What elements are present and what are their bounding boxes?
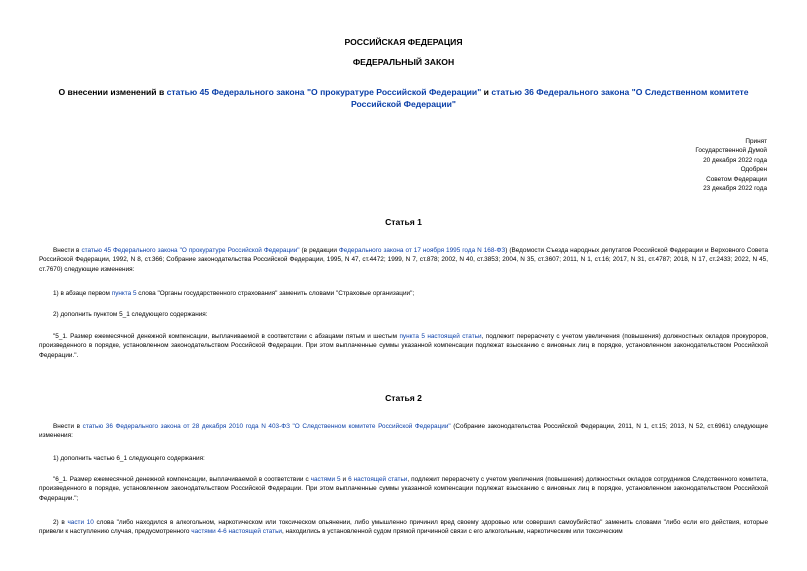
title-text-1: О внесении изменений в (58, 87, 167, 97)
a1-intro-text-3: ) (Ведомости Съезда народных депутатов Российской Федерации и Верховного Совета Российской Федерации, 1992, N 8, ст.366; Собрание законодательства Российской Федерации, 1995, N 47, ст.4472; 1999, N 7, ст.878; 2002, N 40, ст.3853; 2004, N 35, ст.3607; 2011, N 1, ст.16; 2017, N 31, ст.4787; 2018, N 17, ст.2433; 2022, N 45, ст.7670) следующие изменения: (39, 247, 768, 273)
article-1-heading: Статья 1 (385, 217, 422, 227)
a2-quote-text-2: и (340, 476, 349, 483)
title-link-article-45[interactable]: статью 45 Федерального закона "О прокуратуре Российской Федерации" (166, 87, 482, 97)
a2-item2-text-1: 2) в (53, 519, 68, 526)
a1-intro-text-1: Внести в (53, 247, 82, 254)
article-1-item-1 (39, 289, 768, 298)
a2-item2-link-1[interactable]: части 10 (67, 519, 94, 526)
adoption-council: Советом Федерации (706, 175, 767, 183)
country-heading: РОССИЙСКАЯ ФЕДЕРАЦИЯ (344, 37, 463, 47)
law-type-heading: ФЕДЕРАЛЬНЫЙ ЗАКОН (352, 57, 455, 67)
a1-quote-link[interactable]: пункта 5 настоящей статьи (399, 333, 482, 340)
a1-intro-link-2[interactable]: Федерального закона от 17 ноября 1995 года N 168-ФЗ (338, 247, 506, 254)
title-link-article-36[interactable]: статью 36 Федерального закона "О Следственном комитете Российской Федерации" (351, 87, 749, 109)
a1-item1-link[interactable]: пункта 5 (111, 290, 137, 297)
adoption-duma: Государственной Думой (695, 147, 767, 155)
title-text-2: и (481, 87, 492, 97)
a1-intro-link-1[interactable]: статью 45 Федерального закона "О прокуратуре Российской Федерации" (81, 247, 300, 254)
article-2-item-1: 1) дополнить частью 6_1 следующего содержания: (53, 455, 205, 462)
article-2-quote (39, 475, 768, 503)
article-2-intro (39, 422, 768, 441)
article-1-item-2: 2) дополнить пунктом 5_1 следующего содержания: (53, 311, 208, 318)
law-title (40, 86, 767, 110)
a2-item2-text-2: слова "либо находился в алкогольном, наркотическом или токсическом опьянении, либо умышленно причинил вред своему здоровью или совершил самоубийство" заменить словами "либо если его действия, которые привели к наступлению случая, предусмотренного (39, 519, 768, 536)
adoption-block (567, 137, 767, 193)
adoption-duma-date: 20 декабря 2022 года (703, 156, 767, 164)
a2-intro-text-2: (Собрание законодательства Российской Федерации, 2011, N 1, ст.15; 2013, N 52, ст.6961) следующие изменения: (39, 423, 768, 440)
a1-quote-text-1: "5_1. Размер ежемесячной денежной компенсации, выплачиваемой в соответствии с абзацами пятым и шестым (53, 333, 400, 340)
adoption-approved: Одобрен (740, 166, 767, 174)
article-2-heading: Статья 2 (385, 393, 422, 403)
a2-quote-link-2[interactable]: 6 настоящей статьи (348, 476, 408, 483)
article-1-quote (39, 332, 768, 360)
a1-quote-text-2: , подлежит перерасчету с учетом увеличения (повышения) должностных окладов прокуроров, произведенного в порядке, установленном законодательством Российской Федерации. При этом выплаченные суммы указанной компенсации подлежат взысканию с виновных лиц в порядке, установленном законодательством Российской Федерации.". (39, 333, 769, 359)
a1-intro-text-2: (в редакции (299, 247, 339, 254)
a1-item1-text-1: 1) в абзаце первом (53, 290, 112, 297)
a2-quote-link-1[interactable]: частями 5 (310, 476, 341, 483)
adoption-accepted: Принят (745, 138, 767, 145)
adoption-council-date: 23 декабря 2022 года (703, 185, 767, 193)
a2-intro-text-1: Внести в (53, 423, 83, 430)
a2-item2-text-3: , находились в установленной судом прямой причинной связи с его алкогольным, наркотическим или токсическим (282, 528, 623, 536)
a1-item1-text-2: слова "Органы государственного страхования" заменить словами "Страховые организации"; (136, 290, 415, 297)
a2-quote-text-3: , подлежит перерасчету с учетом увеличения (повышения) должностных окладов сотрудников Следственного комитета, произведенного в порядке, установленном законодательством Российской Федерации. При этом выплаченные суммы указанной компенсации подлежат взысканию с виновных лиц в порядке, установленном законодательством Российской Федерации."; (39, 476, 769, 502)
a2-quote-text-1: "6_1. Размер ежемесячной денежной компенсации, выплачиваемой в соответствии с (53, 476, 311, 483)
article-2-item-2 (39, 518, 768, 537)
article-1-intro (39, 246, 768, 274)
a2-intro-link[interactable]: статью 36 Федерального закона от 28 декабря 2010 года N 403-ФЗ "О Следственном комитете Российской Федерации" (82, 423, 451, 430)
a2-item2-link-2[interactable]: частями 4-6 настоящей статьи (191, 528, 282, 536)
